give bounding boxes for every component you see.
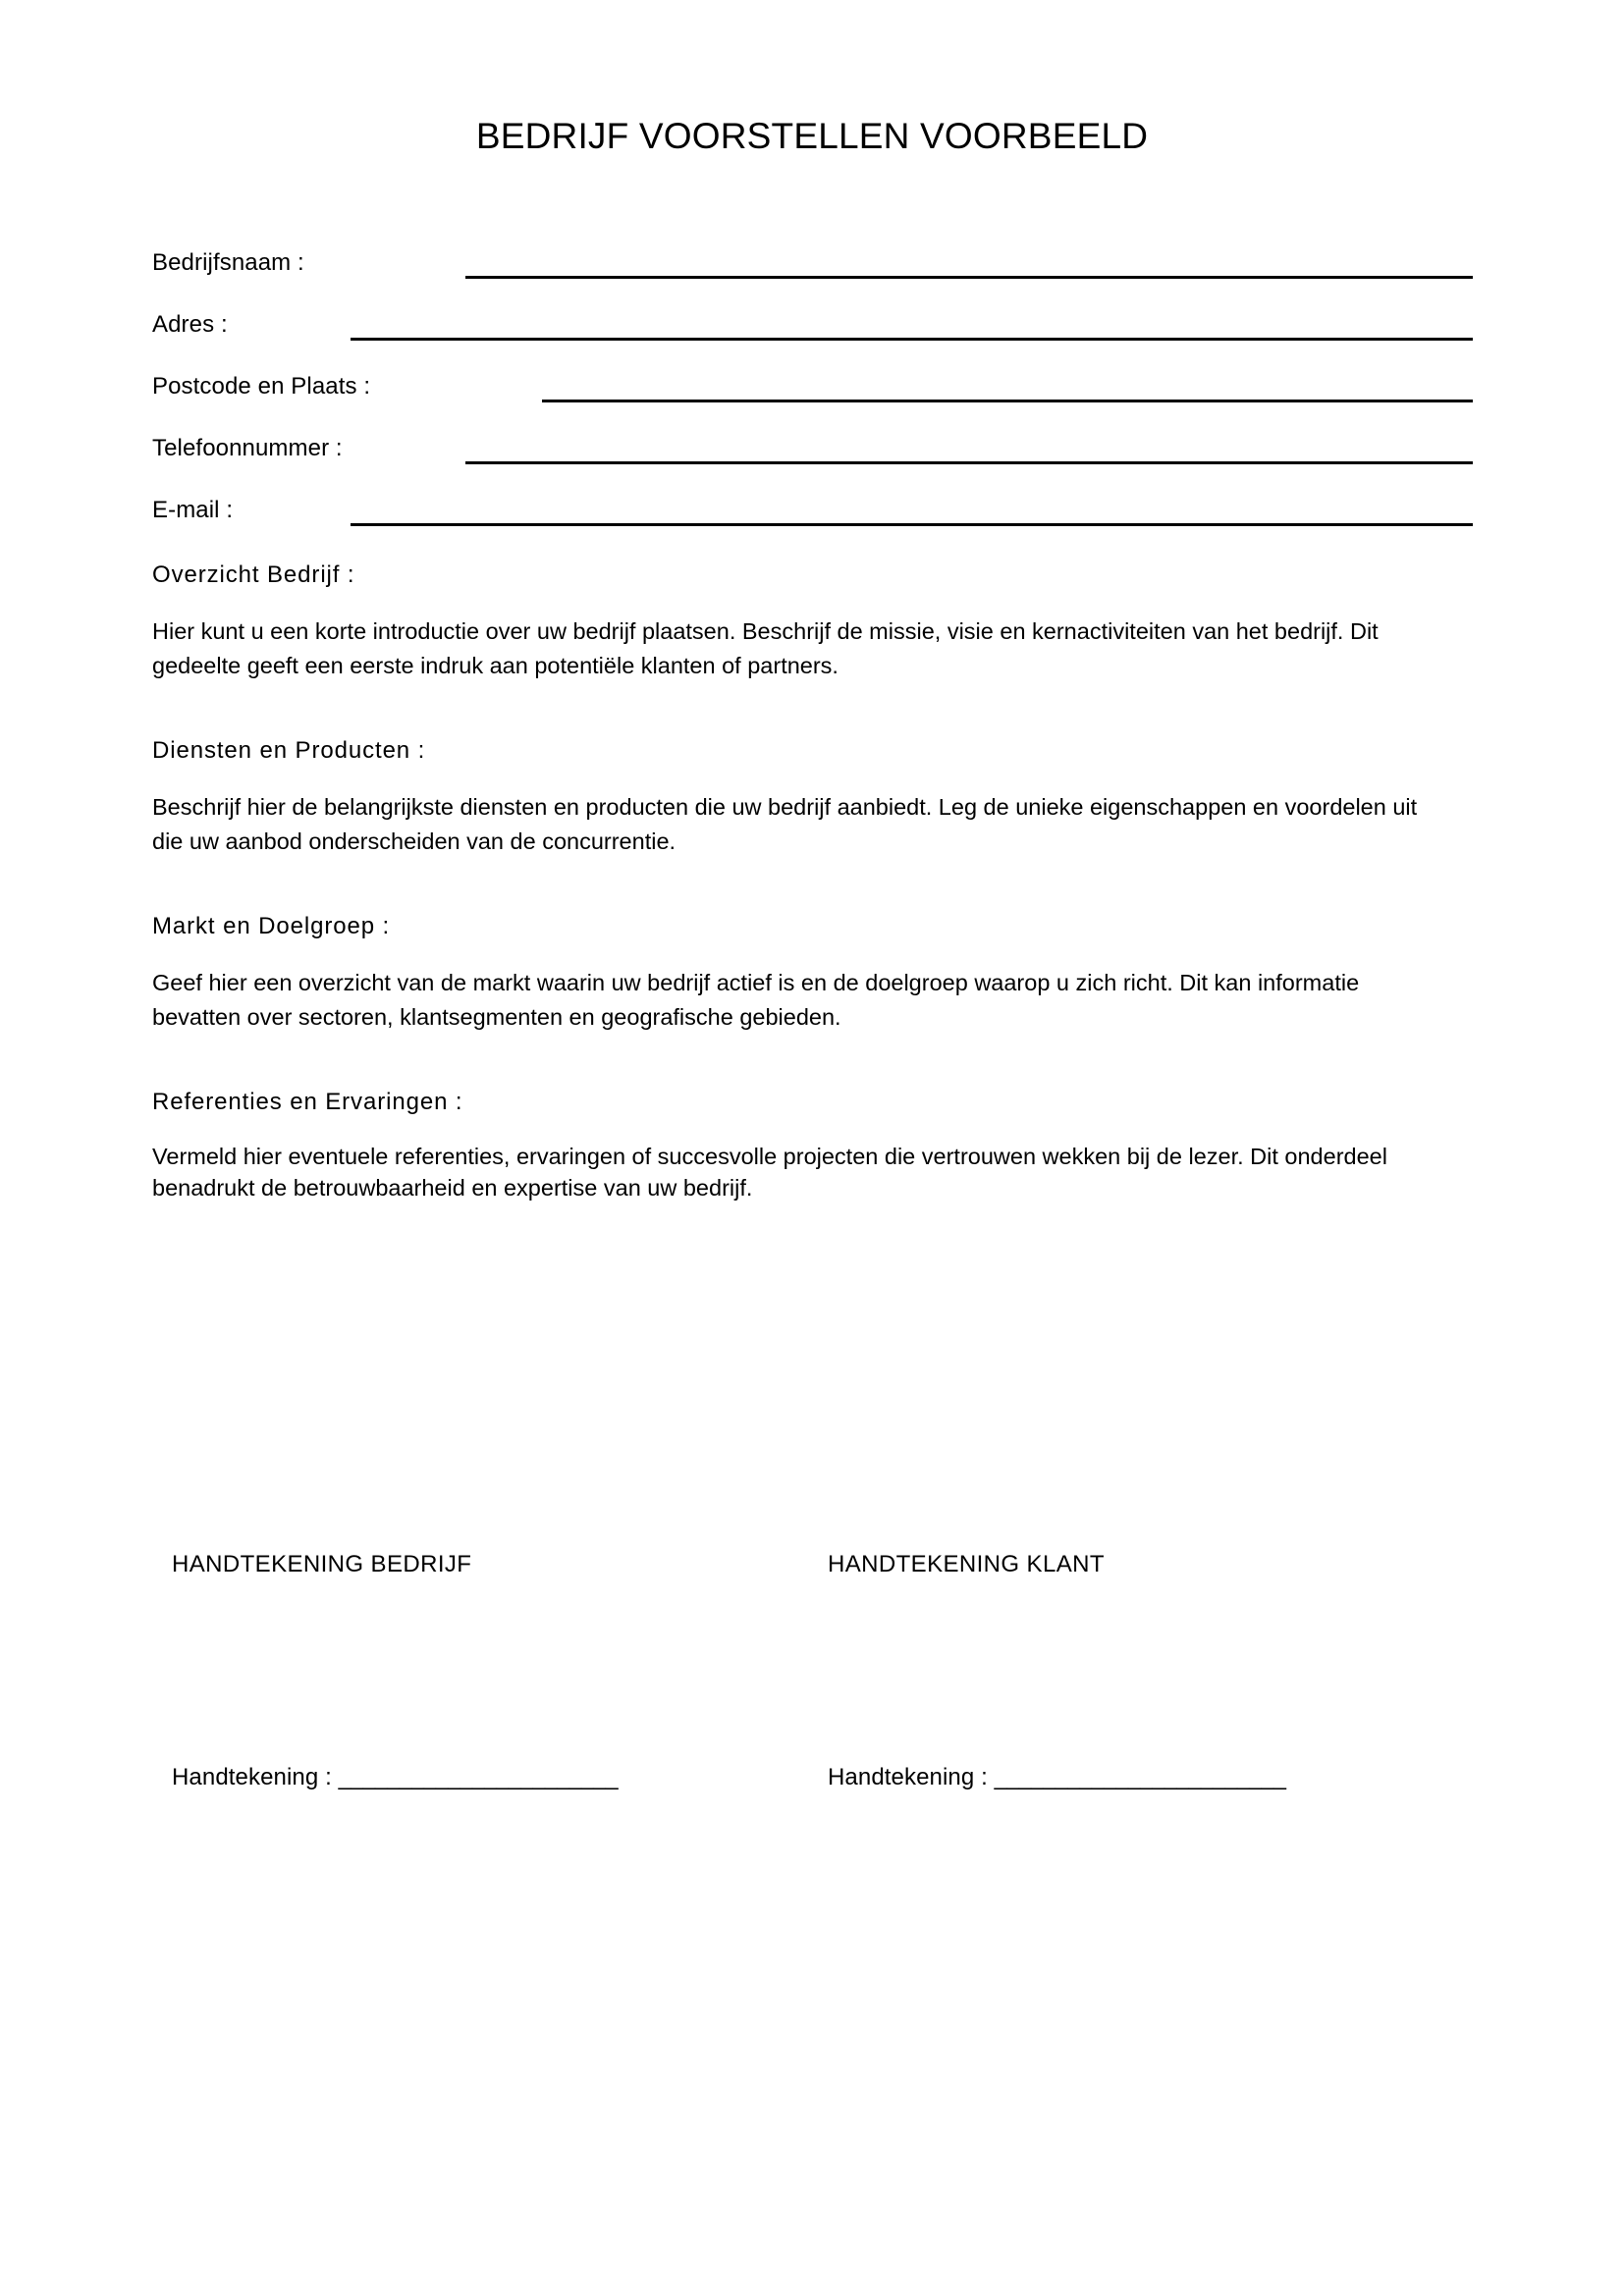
field-label-telefoonnummer: Telefoonnummer : (152, 435, 343, 461)
signature-block (0, 1551, 1624, 1809)
section-body-referenties-ervaringen: Vermeld hier eventuele referenties, ervaringen of succesvolle projecten die vertrouwen wekken bij de lezer. Dit onderdeel benadrukt de betrouwbaarheid en expertise van uw bedrijf. (152, 1144, 1387, 1201)
section-heading-diensten-producten: Diensten en Producten : (152, 737, 426, 765)
field-label-postcode-plaats: Postcode en Plaats : (152, 373, 371, 400)
field-row-email (152, 491, 1473, 553)
field-input-bedrijfsnaam[interactable] (465, 276, 1473, 279)
field-input-email[interactable] (351, 523, 1473, 526)
field-row-postcode-plaats (152, 367, 1473, 429)
field-label-email: E-mail : (152, 497, 234, 523)
field-input-adres[interactable] (351, 338, 1473, 341)
section-referenties-ervaringen (152, 1089, 1434, 1203)
signature-headings (0, 1551, 1624, 1590)
section-heading-referenties-ervaringen: Referenties en Ervaringen : (152, 1089, 463, 1116)
signature-heading-company: HANDTEKENING BEDRIJF (172, 1551, 472, 1577)
section-markt-doelgroep (152, 913, 1434, 1034)
signature-label-company: Handtekening : (172, 1764, 339, 1790)
signature-label-client: Handtekening : (828, 1764, 995, 1790)
section-diensten-producten (152, 737, 1434, 858)
content-sections (152, 561, 1434, 1250)
signature-line-client[interactable] (828, 1764, 1285, 1791)
section-overzicht-bedrijf (152, 561, 1434, 682)
field-input-postcode-plaats[interactable] (542, 400, 1473, 402)
section-body-overzicht-bedrijf: Hier kunt u een korte introductie over uw bedrijf plaatsen. Beschrijf de missie, visie en kernactiviteiten van het bedrijf. Dit gedeelte geeft een eerste indruk aan potentiële klanten of partners. (152, 618, 1379, 678)
section-body-markt-doelgroep: Geef hier een overzicht van de markt waarin uw bedrijf actief is en de doelgroep waarop u zich richt. Dit kan informatie bevatten over sectoren, klantsegmenten en geografische gebieden. (152, 970, 1360, 1030)
field-row-adres (152, 305, 1473, 367)
page-title: BEDRIJF VOORSTELLEN VOORBEELD (475, 116, 1149, 156)
section-heading-markt-doelgroep: Markt en Doelgroep : (152, 913, 391, 940)
signature-blank-company[interactable]: _______________________ (338, 1764, 618, 1790)
field-label-bedrijfsnaam: Bedrijfsnaam : (152, 249, 304, 276)
field-row-telefoonnummer (152, 429, 1473, 491)
signature-line-company[interactable] (172, 1764, 618, 1791)
section-body-diensten-producten: Beschrijf hier de belangrijkste diensten en producten die uw bedrijf aanbiedt. Leg de unieke eigenschappen en voordelen uit die uw aanbod onderscheiden van de concurrentie. (152, 794, 1418, 854)
signature-heading-client: HANDTEKENING KLANT (828, 1551, 1105, 1577)
signature-blank-client[interactable]: ________________________ (994, 1764, 1285, 1790)
field-input-telefoonnummer[interactable] (465, 461, 1473, 464)
field-row-bedrijfsnaam (152, 243, 1473, 305)
section-heading-overzicht-bedrijf: Overzicht Bedrijf : (152, 561, 355, 588)
contact-fields-group (152, 243, 1473, 553)
field-label-adres: Adres : (152, 311, 228, 338)
signature-lines (0, 1764, 1624, 1809)
